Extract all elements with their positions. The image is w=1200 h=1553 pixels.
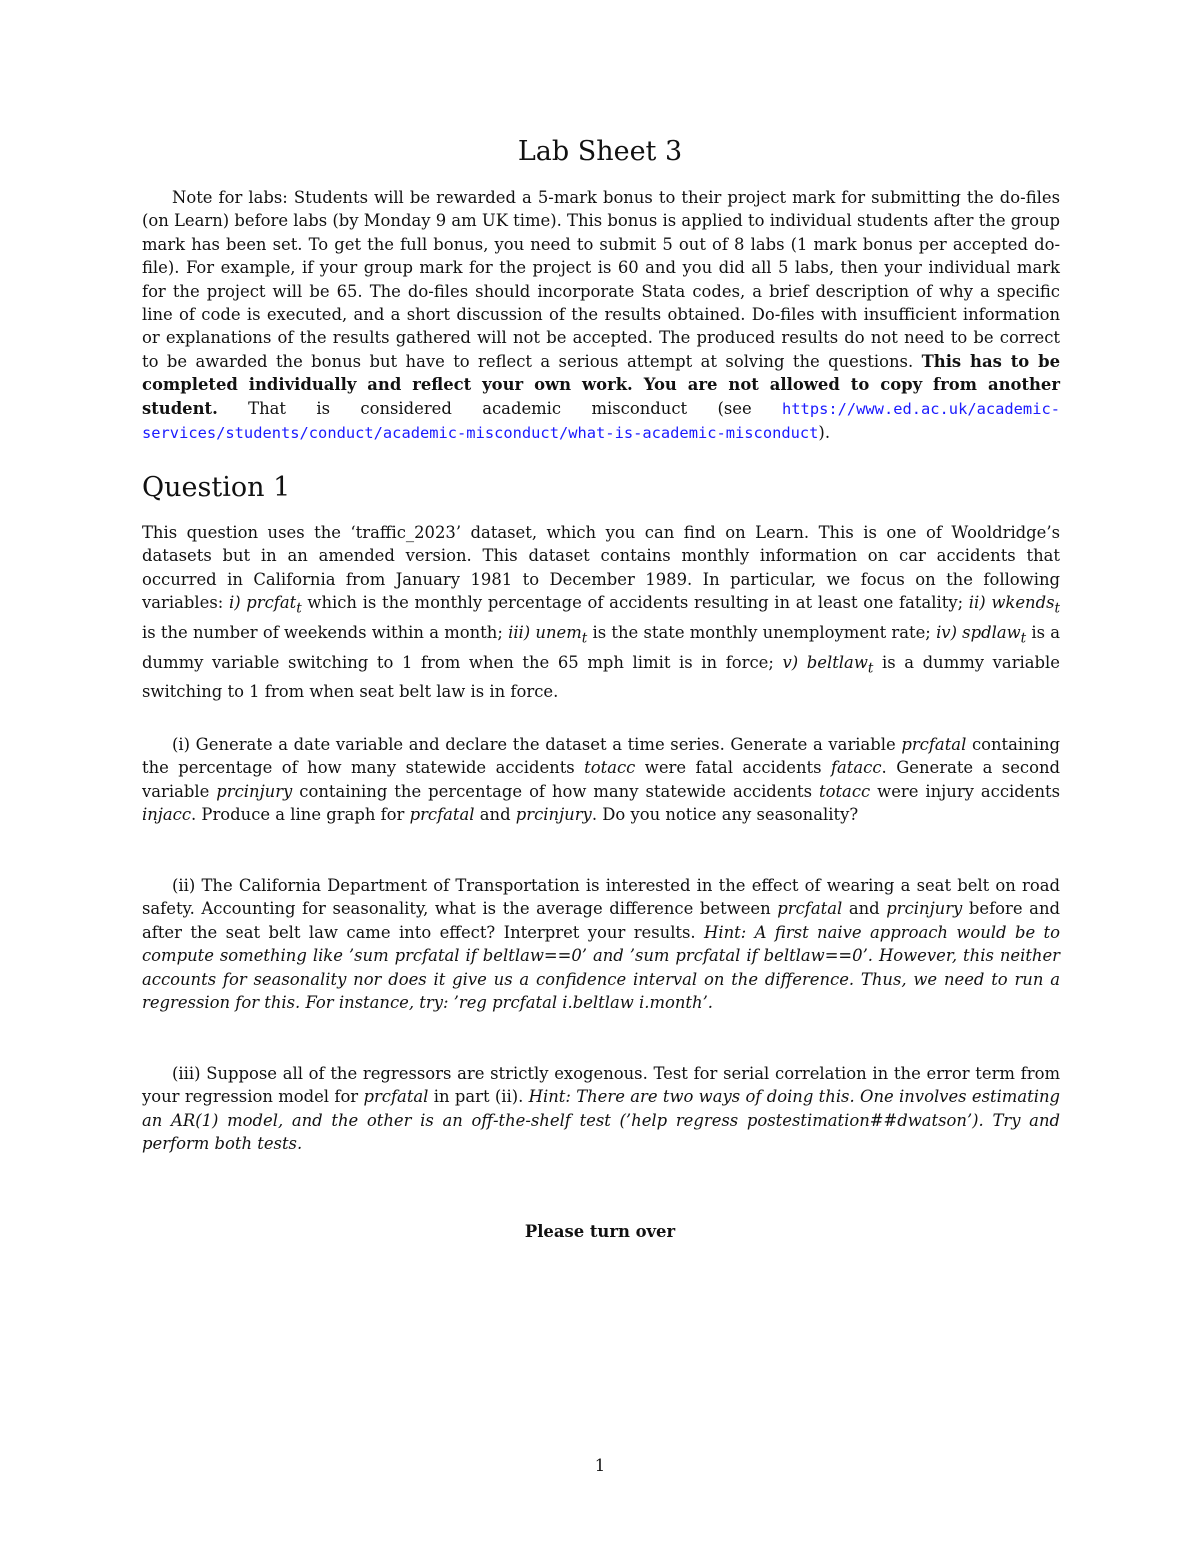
part-iii-text: (iii) Suppose all of the regressors are strictly exogenous. Test for serial correlation in the error term from your regression model for (142, 1064, 1060, 1107)
var-wkends-label: ii) wkends (968, 593, 1055, 613)
var-prcinjury: prcinjury (216, 781, 293, 801)
subscript-t: t (296, 600, 302, 617)
part-i-text: containing the percentage of how many statewide accidents (142, 735, 1060, 778)
var-prcfatal: prcfatal (777, 899, 843, 919)
var-injacc: injacc (142, 805, 192, 825)
subscript-t: t (581, 630, 588, 647)
subscript-t: t (1020, 630, 1027, 647)
academic-misconduct-link[interactable]: https://www.ed.ac.uk/academic-services/students/conduct/academic-misconduct/what-is-academic-misconduct (142, 399, 1060, 443)
part-i-text: were injury accidents (870, 781, 1060, 801)
part-ii-text: (ii) The California Department of Transportation is interested in the effect of wearing a seat belt on road safety. Accounting for seasonality, what is the average difference between (142, 876, 1060, 919)
intro-text: is a dummy variable switching to 1 from when seat belt law is in force. (142, 652, 1060, 702)
intro-text: is the state monthly unemployment rate; (587, 622, 937, 642)
part-ii-paragraph (142, 874, 1060, 1014)
var-prcfatal: prcfatal (901, 735, 967, 754)
please-turn-over: Please turn over (524, 1222, 676, 1241)
var-prcinjury: prcinjury (886, 899, 963, 919)
part-i-text: . Do you notice any seasonality? (591, 805, 859, 825)
var-wkends (968, 593, 1060, 617)
intro-text: This question uses the ‘traffic_2023’ dataset, which you can find on Learn. This is one of Wooldridge’s datasets but in an amended version. This dataset contains monthly information on car accidents that occurred in California from January 1981 to December 1989. In particular, we focus on the following variables: (142, 523, 1060, 613)
var-unem (508, 622, 588, 647)
part-i-text: were fatal accidents (635, 758, 831, 778)
question-intro-paragraph (142, 521, 1060, 704)
part-iii-hint: Hint: There are two ways of doing this. One involves estimating an AR(1) model, and the other is an off-the-shelf test (’help regress postestimation##dwatson’). Try and perform both tests. (142, 1087, 1061, 1154)
var-prcfatal: prcfatal (409, 805, 475, 825)
var-totacc: totacc (819, 781, 871, 801)
note-text-2: That is considered academic misconduct (see (217, 398, 783, 418)
question-heading: Question 1 (142, 472, 291, 503)
var-beltlaw-label: v) beltlaw (782, 652, 868, 672)
document-title: Lab Sheet 3 (517, 136, 683, 167)
var-fatacc: fatacc (830, 758, 882, 778)
subscript-t: t (1054, 600, 1060, 617)
part-i-text: and (474, 805, 516, 825)
var-prcfatal: prcfatal (363, 1087, 429, 1107)
page-number: 1 (594, 1456, 606, 1475)
part-i-paragraph (142, 733, 1060, 827)
note-text-3: ). (818, 423, 831, 443)
part-ii-hint: Hint: A first naive approach would be to compute something like ’sum prcfatal if beltlaw==0’ and ’sum prcfatal if beltlaw==0’. However, this neither accounts for seasonality nor does it give us a confidence interval on the difference. Thus, we need to run a regression for this. For instance, try: ’reg prcfatal i.beltlaw i.month’. (142, 922, 1060, 1013)
part-ii-text: and (842, 899, 887, 919)
part-ii-text: before and after the seat belt law came into effect? Interpret your results. (142, 899, 1060, 942)
part-i-text: . Produce a line graph for (191, 805, 410, 825)
part-i-text: . Generate a second variable (142, 758, 1061, 801)
var-prcfat-label: i) prcfat (228, 593, 297, 613)
var-spdlaw-label: iv) spdlaw (936, 622, 1021, 642)
subscript-t: t (867, 659, 874, 676)
var-spdlaw (936, 622, 1027, 647)
intro-text: is the number of weekends within a month; (142, 622, 509, 642)
intro-text: is a dummy variable switching to 1 from when the 65 mph limit is in force; (142, 622, 1061, 672)
part-iii-paragraph (142, 1062, 1060, 1156)
var-beltlaw (782, 652, 874, 676)
var-totacc: totacc (584, 758, 636, 778)
intro-text: which is the monthly percentage of accidents resulting in at least one fatality; (301, 593, 969, 613)
part-iii-text: in part (ii). (428, 1087, 529, 1107)
part-i-text: (i) Generate a date variable and declare the dataset a time series. Generate a variable (172, 735, 902, 754)
var-prcfat (228, 593, 302, 617)
note-text-1: Note for labs: Students will be rewarded a 5-mark bonus to their project mark for submitting the do-files (on Learn) before labs (by Monday 9 am UK time). This bonus is applied to individual students after the group mark has been set. To get the full bonus, you need to submit 5 out of 8 labs (1 mark bonus per accepted do-file). For example, if your group mark for the project is 60 and you did all 5 labs, then your individual mark for the project will be 65. The do-files should incorporate Stata codes, a brief description of why a specific line of code is executed, and a short discussion of the results obtained. Do-files with insufficient information or explanations of the results gathered will not be accepted. The produced results do not need to be correct to be awarded the bonus but have to reflect a serious attempt at solving the questions. (142, 188, 1060, 371)
lab-note-paragraph (142, 186, 1060, 445)
part-i-text: containing the percentage of how many statewide accidents (292, 781, 820, 801)
var-prcinjury: prcinjury (515, 805, 592, 825)
var-unem-label: iii) unem (508, 622, 582, 642)
note-bold-warning: This has to be completed individually and reflect your own work. You are not allowed to copy from another student. (142, 351, 1060, 418)
